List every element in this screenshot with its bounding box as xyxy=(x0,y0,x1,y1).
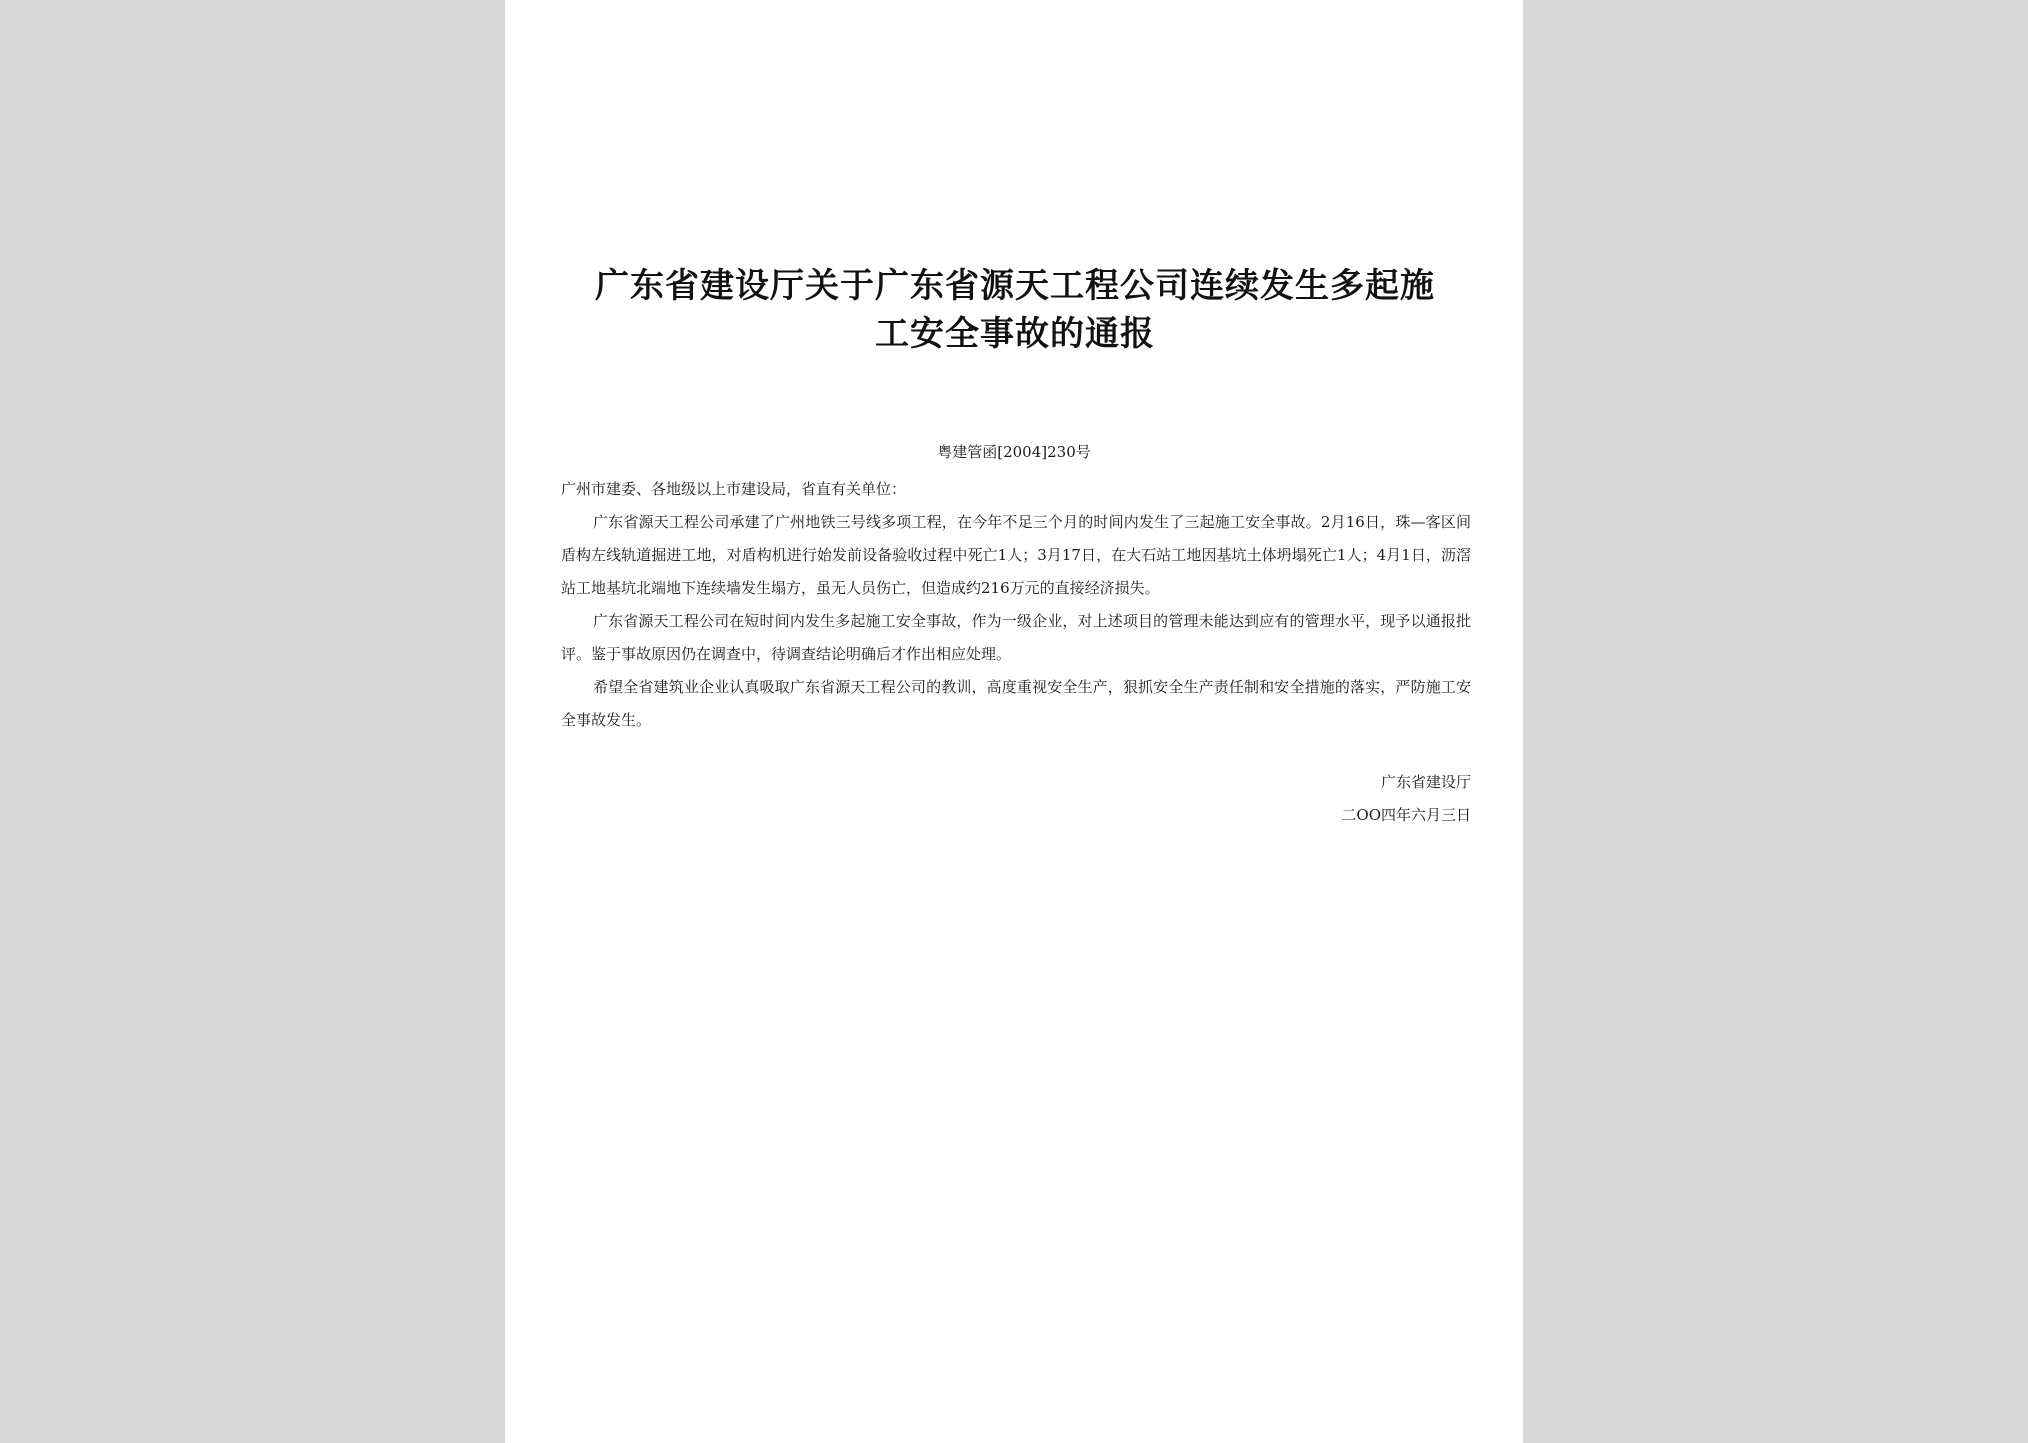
document-page xyxy=(505,0,1523,1443)
issuer-name: 广东省建设厅 xyxy=(1380,773,1471,791)
paragraph-2: 广东省源天工程公司在短时间内发生多起施工安全事故，作为一级企业，对上述项目的管理未能达到应有的管理水平，现予以通报批评。鉴于事故原因仍在调查中，待调查结论明确后才作出相应处理。 xyxy=(561,612,1471,663)
document-number: 粤建管函[2004]230号 xyxy=(937,443,1091,461)
recipients-line: 广州市建委、各地级以上市建设局，省直有关单位： xyxy=(561,480,907,498)
document-title xyxy=(545,262,1485,358)
title-line-1: 广东省建设厅关于广东省源天工程公司连续发生多起施 xyxy=(595,266,1435,306)
document-body xyxy=(561,473,1471,737)
title-line-2: 工安全事故的通报 xyxy=(875,314,1155,354)
issue-date: 二OO四年六月三日 xyxy=(1341,806,1471,824)
paragraph-3: 希望全省建筑业企业认真吸取广东省源天工程公司的教训，高度重视安全生产，狠抓安全生产责任制和安全措施的落实，严防施工安全事故发生。 xyxy=(561,678,1471,729)
signature-block xyxy=(561,766,1471,832)
paragraph-1: 广东省源天工程公司承建了广州地铁三号线多项工程，在今年不足三个月的时间内发生了三起施工安全事故。2月16日，珠—客区间盾构左线轨道掘进工地，对盾构机进行始发前设备验收过程中死亡1人；3月17日，在大石站工地因基坑土体坍塌死亡1人；4月1日，沥滘站工地基坑北端地下连续墙发生塌方，虽无人员伤亡，但造成约216万元的直接经济损失。 xyxy=(561,513,1471,597)
